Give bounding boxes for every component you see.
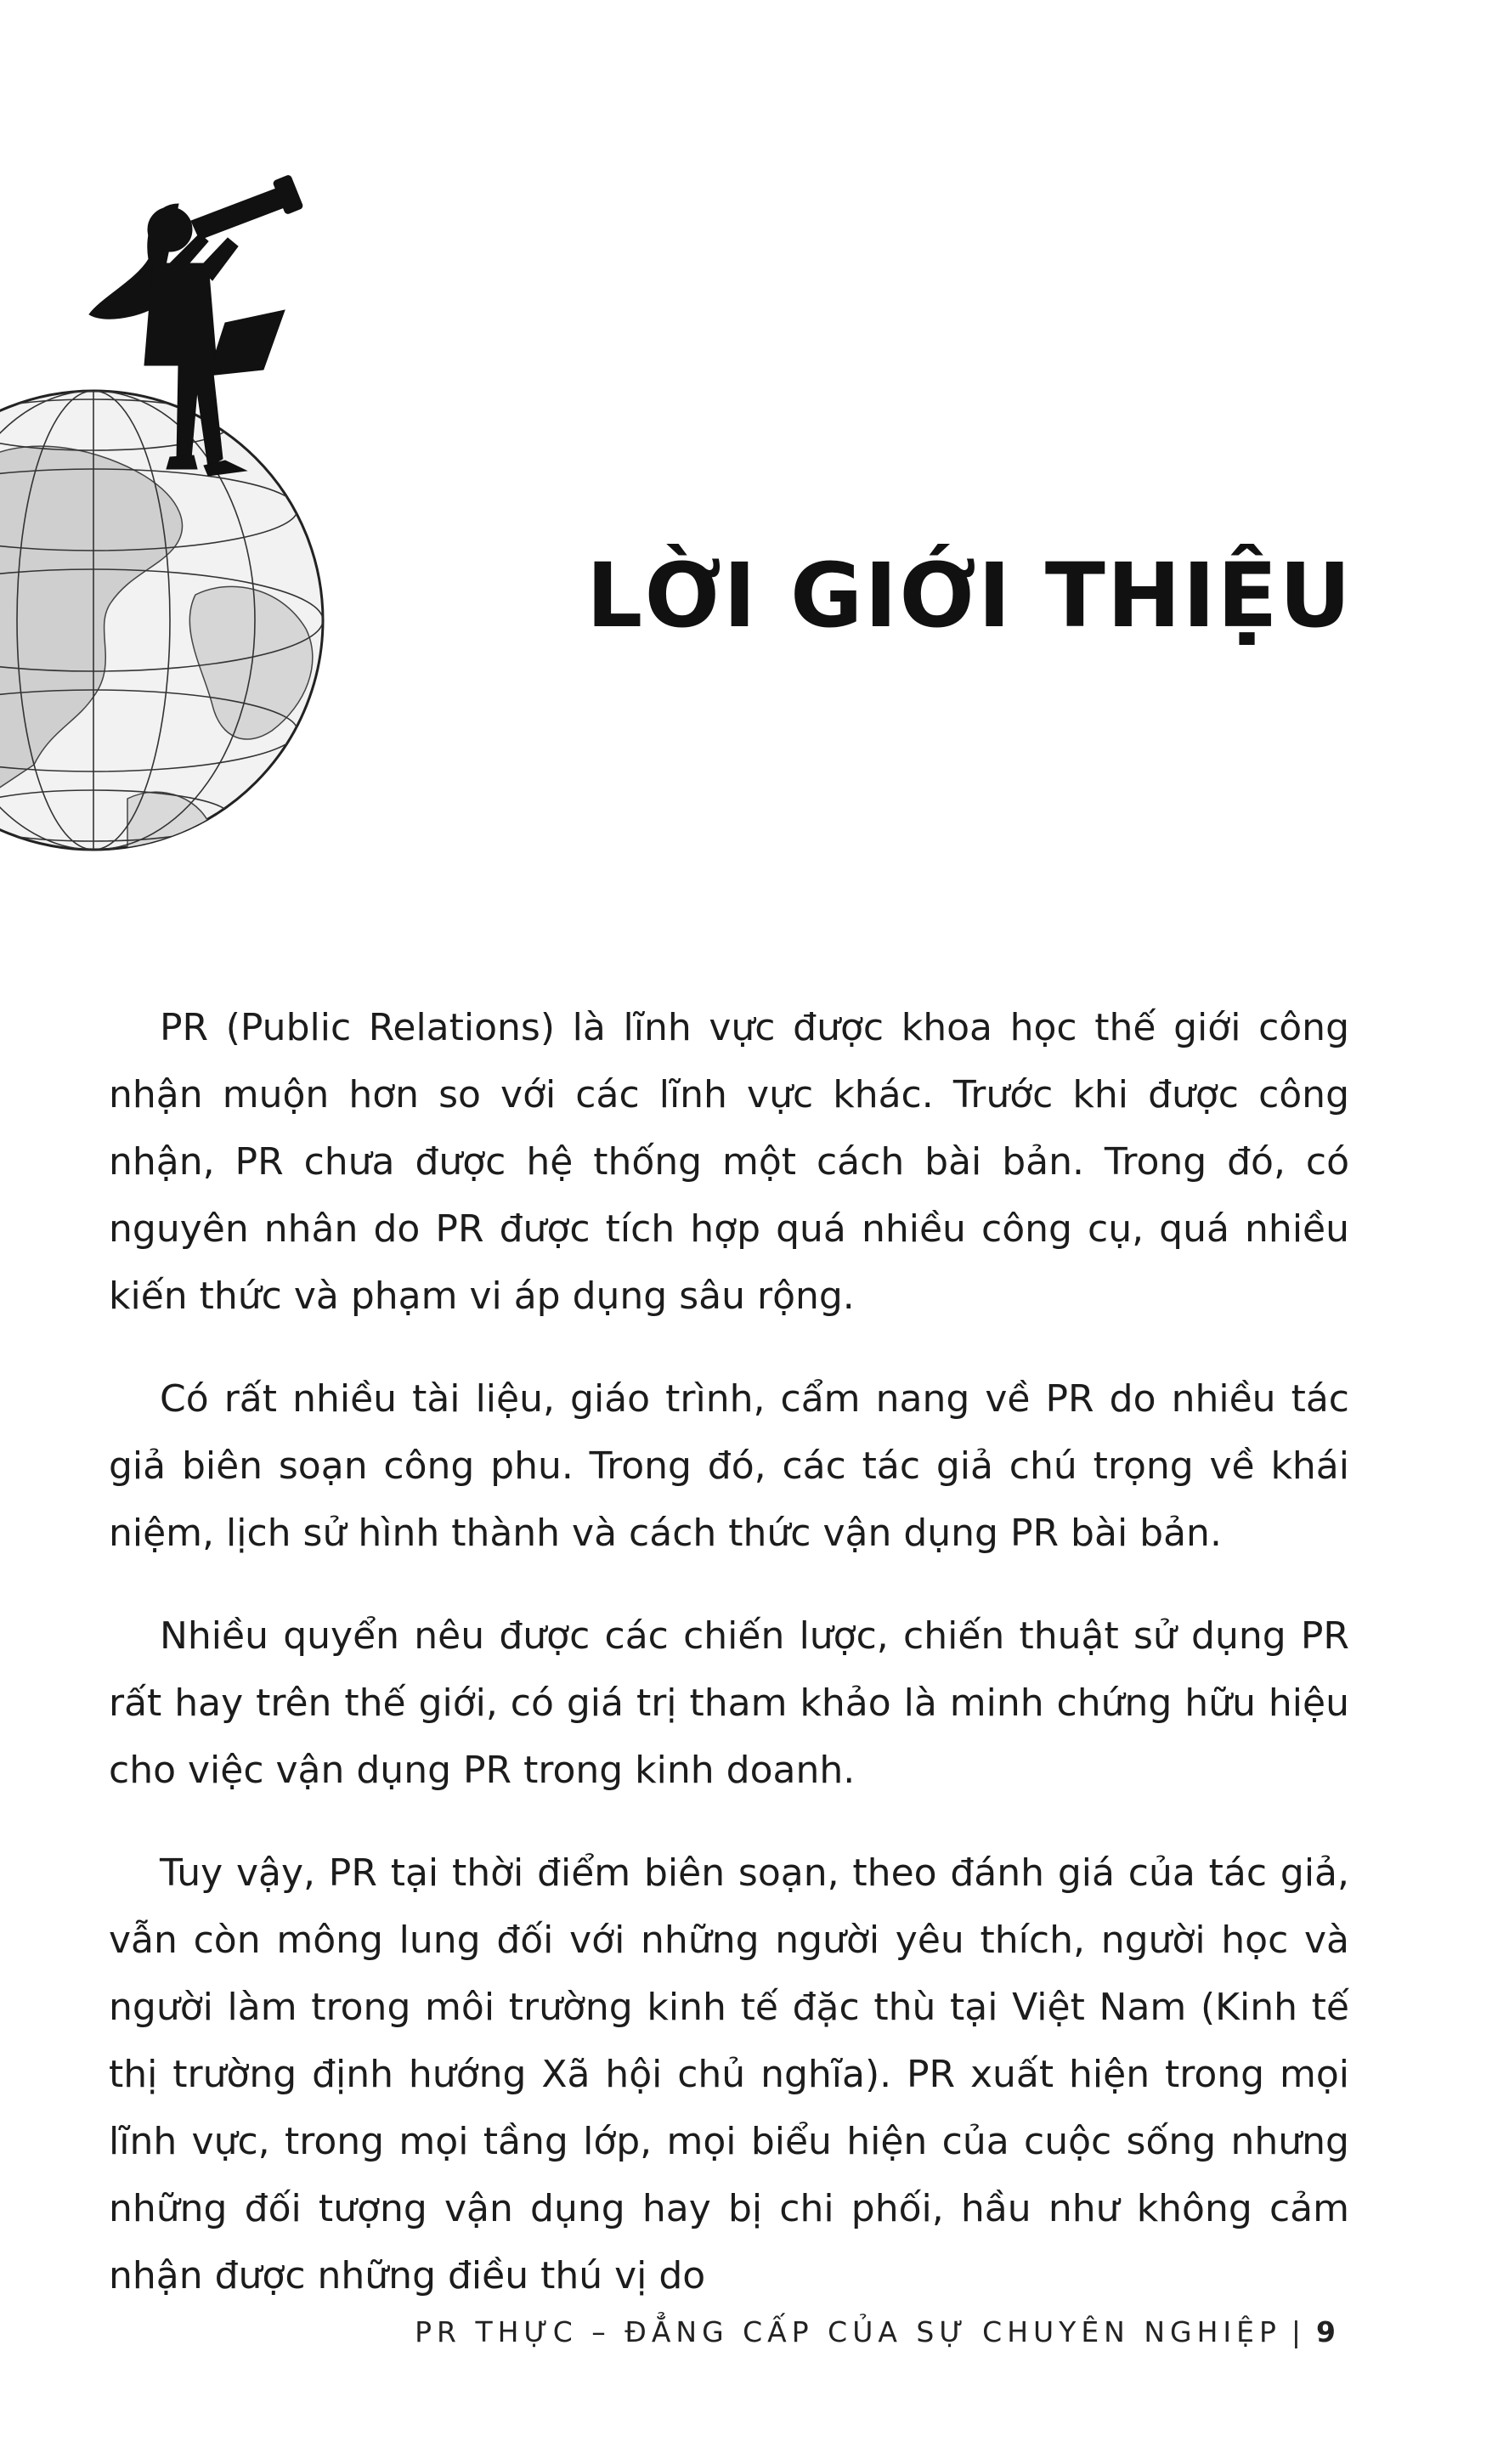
paragraph: PR (Public Relations) là lĩnh vực được khoa học thế giới công nhận muộn hơn so với các lĩnh vực khác. Trước khi được công nhận, PR chưa được hệ thống một cách bài bản. Trong đó, có nguyên nhân do PR được tích hợp quá nhiều công cụ, quá nhiều kiến thức và phạm vi áp dụng sâu rộng. <box>109 1006 1349 1318</box>
footer-separator: | <box>1291 2315 1307 2348</box>
paragraph: Có rất nhiều tài liệu, giáo trình, cẩm nang về PR do nhiều tác giả biên soạn công phu. Trong đó, các tác giả chú trọng về khái niệm, lịch sử hình thành và cách thức vận dụng PR bài bản. <box>109 1377 1349 1555</box>
woman-with-telescope-on-globe-icon <box>0 153 357 901</box>
body-text <box>109 994 1349 2345</box>
running-title: PR THỰC – ĐẲNG CẤP CỦA SỰ CHUYÊN NGHIỆP <box>415 2315 1281 2348</box>
paragraph: Nhiều quyển nêu được các chiến lược, chiến thuật sử dụng PR rất hay trên thế giới, có giá trị tham khảo là minh chứng hữu hiệu cho việc vận dụng PR trong kinh doanh. <box>109 1614 1349 1792</box>
page-number: 9 <box>1316 2315 1336 2348</box>
globe <box>0 391 323 858</box>
chapter-title: LỜI GIỚI THIỆU <box>586 544 1353 647</box>
paragraph: Tuy vậy, PR tại thời điểm biên soạn, theo đánh giá của tác giả, vẫn còn mông lung đối với những người yêu thích, người học và người làm trong môi trường kinh tế đặc thù tại Việt Nam (Kinh tế thị trường định hướng Xã hội chủ nghĩa). PR xuất hiện trong mọi lĩnh vực, trong mọi tầng lớp, mọi biểu hiện của cuộc sống nhưng những đối tượng vận dụng hay bị chi phối, hầu như không cảm nhận được những điều thú vị do <box>109 1851 1349 2297</box>
running-footer <box>415 2315 1336 2348</box>
